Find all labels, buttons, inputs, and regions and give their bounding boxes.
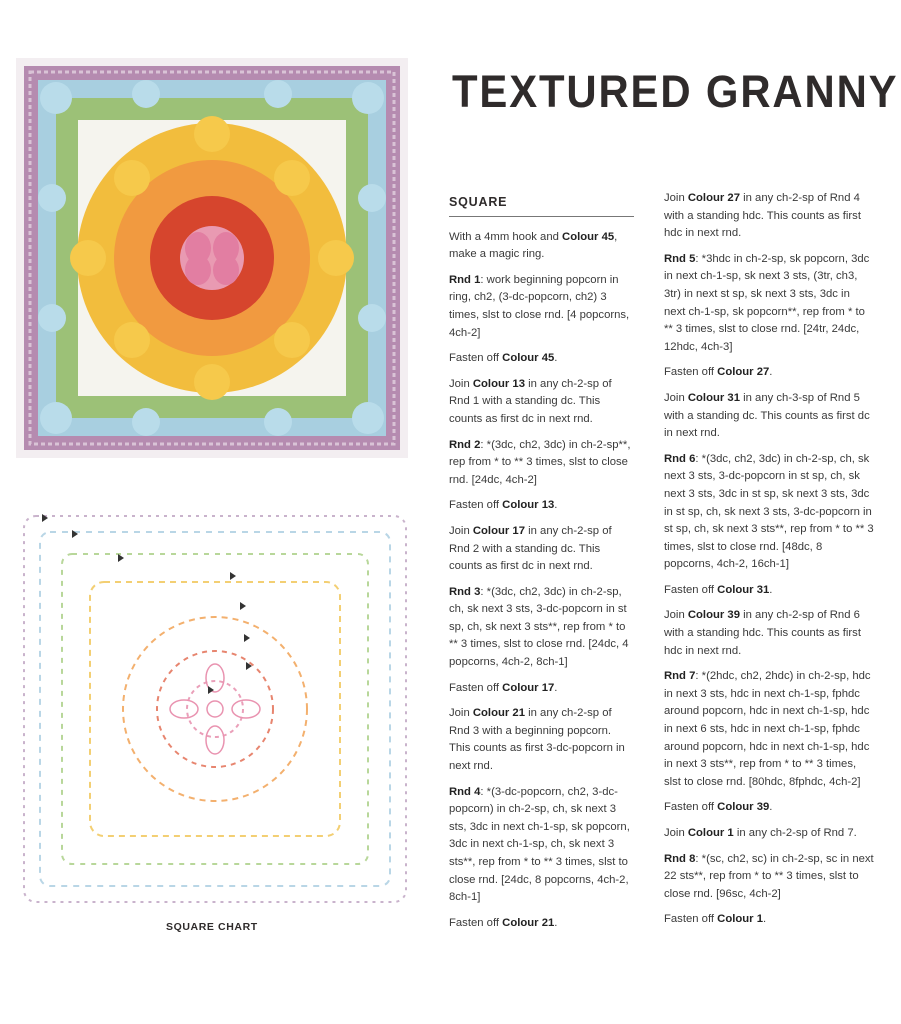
pattern-column-left (449, 194, 634, 940)
instruction: Rnd 3: *(3dc, ch2, 3dc) in ch-2-sp, ch, sk next 3 sts, 3-dc-popcorn in st sp, ch, sk next 3 sts**, rep from * to ** 3 times, slst to close rnd. [24dc, 4 popcorns, 4ch-2, 8ch-1] (449, 585, 629, 669)
instruction: Rnd 2: *(3dc, ch2, 3dc) in ch-2-sp**, rep from * to ** 3 times, slst to close rnd. [24dc, 4ch-2] (449, 438, 631, 486)
instruction: Join Colour 17 in any ch-2-sp of Rnd 2 with a standing dc. This counts as first dc in next rnd. (449, 524, 612, 573)
page-title: TEXTURED GRANNY (452, 66, 899, 117)
instruction: Join Colour 31 in any ch-3-sp of Rnd 5 with a standing dc. This counts as first dc in next rnd. (664, 391, 870, 440)
instruction: Rnd 6: *(3dc, ch2, 3dc) in ch-2-sp, ch, sk next 3 sts, 3-dc-popcorn in st sp, ch, sk next 3 sts, 3dc in st sp, sk next 3 sts, 3dc in st sp, ch, sk next 3 sts, 3-dc-popcorn in st sp, ch, sk next 3 sts**, rep from * to ** 3 times, slst to close rnd. [48dc, 8 popcorns, 4ch-2, 16ch-1] (664, 452, 874, 571)
instruction: With a 4mm hook and Colour 45, make a magic ring. (449, 230, 618, 261)
instruction: Fasten off Colour 39. (664, 801, 773, 814)
pattern-column-right (664, 190, 874, 937)
instruction: Fasten off Colour 21. (449, 916, 558, 929)
instruction: Rnd 5: *3hdc in ch-2-sp, sk popcorn, 3dc in next ch-1-sp, sk next 3 sts, (3tr, ch3, 3tr) in next st sp, sk next 3 sts, 3dc in next ch-1-sp, sk popcorn**, rep from * to ** 3 times, slst to close rnd. [24tr, 24dc, 12hdc, 4ch-3] (664, 252, 870, 353)
chart-caption: SQUARE CHART (166, 921, 258, 933)
instruction: Fasten off Colour 31. (664, 583, 773, 596)
section-heading: SQUARE (449, 194, 634, 217)
instruction: Join Colour 1 in any ch-2-sp of Rnd 7. (664, 827, 857, 839)
instruction: Fasten off Colour 45. (449, 352, 558, 365)
instruction: Fasten off Colour 1. (664, 913, 767, 926)
crochet-square-photo (16, 58, 408, 458)
instruction: Rnd 8: *(sc, ch2, sc) in ch-2-sp, sc in next 22 sts**, rep from * to ** 3 times, slst to close rnd. [96sc, 4ch-2] (664, 852, 874, 900)
instruction: Rnd 7: *(2hdc, ch2, 2hdc) in ch-2-sp, hdc in next 3 sts, hdc in next ch-1-sp, fphdc around popcorn, hdc in next ch-1-sp, hdc in next 6 sts, hdc in next ch-1-sp, fphdc around popcorn, hdc in next ch-1-sp, hdc in next 3 sts**, rep from * to ** 3 times, slst to close rnd. [80hdc, 8fphdc, 4ch-2] (664, 670, 871, 788)
instruction: Fasten off Colour 13. (449, 499, 558, 512)
instruction: Fasten off Colour 27. (664, 366, 773, 379)
instruction: Join Colour 21 in any ch-2-sp of Rnd 3 with a beginning popcorn. This counts as first 3-dc-popcorn in next rnd. (449, 707, 625, 773)
instruction: Join Colour 39 in any ch-2-sp of Rnd 6 with a standing hdc. This counts as first hdc in next rnd. (664, 609, 861, 657)
instruction: Join Colour 27 in any ch-2-sp of Rnd 4 with a standing hdc. This counts as first hdc in next rnd. (664, 192, 861, 240)
instruction: Fasten off Colour 17. (449, 681, 558, 694)
crochet-symbol-chart (18, 510, 412, 908)
instruction: Join Colour 13 in any ch-2-sp of Rnd 1 with a standing dc. This counts as first dc in next rnd. (449, 377, 612, 425)
instruction: Rnd 1: work beginning popcorn in ring, ch2, (3-dc-popcorn, ch2) 3 times, slst to close rnd. [4 popcorns, 4ch-2] (449, 273, 630, 339)
instruction: Rnd 4: *(3-dc-popcorn, ch2, 3-dc-popcorn) in ch-2-sp, ch, sk next 3 sts, 3dc in next ch-1-sp, sk popcorn, 3dc in next ch-1-sp, ch, sk next 3 sts**, rep from * to ** 3 times, slst to close rnd. [24dc, 8 popcorns, 4ch-2, 8ch-1] (449, 785, 630, 904)
